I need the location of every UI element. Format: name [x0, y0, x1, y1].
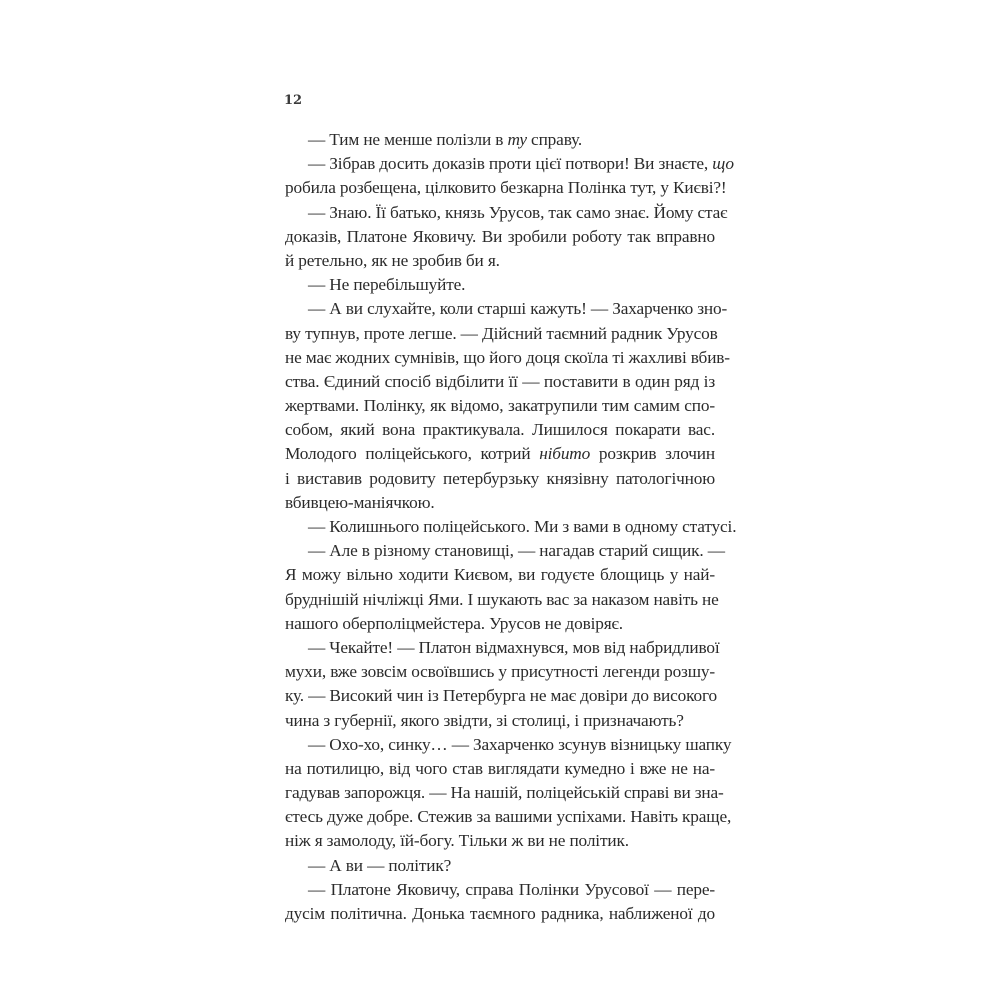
text-segment: ву тупнув, проте легше. — Дійсний таємний радник Урусов — [285, 323, 718, 343]
text-segment: доказів, Платоне Яковичу. Ви зробили роботу так вправно — [285, 226, 715, 246]
text-line — [285, 539, 725, 563]
text-segment: — Знаю. Її батько, князь Урусов, так само знає. Йому стає — [308, 202, 728, 222]
text-segment: робила розбещена, цілковито безкарна Полінка тут, у Києві?! — [285, 178, 727, 198]
text-segment: ства. Єдиний спосіб відбілити її — поставити в один ряд із — [285, 371, 715, 391]
text-segment: жертвами. Полінку, як відомо, закатрупили тим самим спо- — [285, 396, 715, 416]
text-segment: — А ви слухайте, коли старші кажуть! — Захарченко зно- — [308, 299, 728, 319]
text-segment: дусім політична. Донька таємного радника, наближеної до — [285, 904, 715, 923]
text-segment: — Чекайте! — Платон відмахнувся, мов від набридливої — [308, 637, 720, 657]
text-line — [285, 660, 715, 684]
text-line — [285, 249, 715, 273]
text-line — [285, 176, 727, 200]
text-line — [285, 878, 715, 902]
text-segment: собом, який вона практикувала. Лишилося покарати вас. — [285, 420, 715, 440]
text-segment: — Зібрав досить доказів проти цієї потвори! Ви знаєте, — [308, 154, 713, 174]
text-line — [285, 757, 715, 781]
text-line — [285, 515, 737, 539]
text-segment: не має жодних сумнівів, що його доця скоїла ті жахливі вбив- — [285, 347, 730, 367]
text-segment: і виставив родовиту петербурзьку князівну патологічною — [285, 468, 715, 488]
text-line — [285, 418, 715, 442]
text-line — [285, 225, 715, 249]
page-number: 12 — [284, 93, 303, 108]
italic-emphasis: нібито — [539, 444, 591, 464]
text-line — [285, 322, 718, 346]
text-line — [285, 612, 715, 636]
text-line — [285, 588, 719, 612]
text-segment: Я можу вільно ходити Києвом, ви годуєте блощиць у най- — [285, 565, 715, 585]
text-segment: бруднішій нічліжці Ями. І шукають вас за наказом навіть не — [285, 589, 719, 609]
text-line — [285, 201, 728, 225]
text-line — [285, 636, 720, 660]
text-line — [285, 684, 718, 708]
text-segment: на потилицю, від чого став виглядати кумедно і вже не на- — [285, 758, 715, 778]
text-segment: єтесь дуже добре. Стежив за вашими успіхами. Навіть краще, — [285, 807, 732, 827]
italic-emphasis: ту — [507, 130, 527, 149]
text-segment: — Платоне Яковичу, справа Полінки Урусової — пере- — [308, 879, 715, 899]
text-line — [285, 128, 715, 152]
text-segment: — Не перебільшуйте. — [308, 275, 466, 295]
text-segment: чина з губернії, якого звідти, зі столиці, і призначають? — [285, 710, 684, 730]
text-line — [285, 346, 730, 370]
text-line — [285, 467, 715, 491]
text-segment: вбивцею-маніячкою. — [285, 492, 435, 512]
text-segment: гадував запорожця. — На нашій, поліцейській справі ви зна- — [285, 783, 724, 803]
text-line — [285, 442, 715, 466]
text-line — [285, 370, 715, 394]
text-segment: розкрив злочин — [590, 444, 715, 464]
text-segment: нашого оберполіцмейстера. Урусов не довіряє. — [285, 613, 623, 633]
italic-emphasis: що — [712, 154, 734, 174]
text-segment: — Охо-хо, синку… — Захарченко зсунув візницьку шапку — [308, 734, 732, 754]
text-line — [285, 733, 732, 757]
text-line — [285, 781, 724, 805]
body-text — [285, 128, 737, 926]
text-line — [285, 394, 715, 418]
text-line — [285, 563, 715, 587]
text-line — [285, 297, 728, 321]
text-segment: — Колишнього поліцейського. Ми з вами в одному статусі. — [308, 517, 737, 536]
text-line — [285, 854, 715, 878]
text-segment: Молодого поліцейського, котрий — [285, 444, 540, 464]
text-line — [285, 709, 715, 733]
text-line — [285, 273, 715, 297]
text-segment: справу. — [526, 130, 583, 149]
text-segment: й ретельно, як не зробив би я. — [285, 250, 500, 270]
text-line — [285, 829, 715, 853]
text-segment: — А ви — політик? — [308, 855, 452, 875]
text-segment: ку. — Високий чин із Петербурга не має довіри до високого — [285, 686, 718, 706]
text-segment: ніж я замолоду, їй-богу. Тільки ж ви не політик. — [285, 831, 629, 851]
text-segment: — Тим не менше полізли в — [308, 130, 508, 149]
text-segment: мухи, вже зовсім освоївшись у присутності легенди розшу- — [285, 662, 715, 682]
text-line — [285, 805, 732, 829]
text-line — [285, 491, 715, 515]
text-line — [285, 152, 734, 176]
text-segment: — Але в різному становищі, — нагадав старий сищик. — — [308, 541, 725, 561]
text-line — [285, 902, 715, 926]
